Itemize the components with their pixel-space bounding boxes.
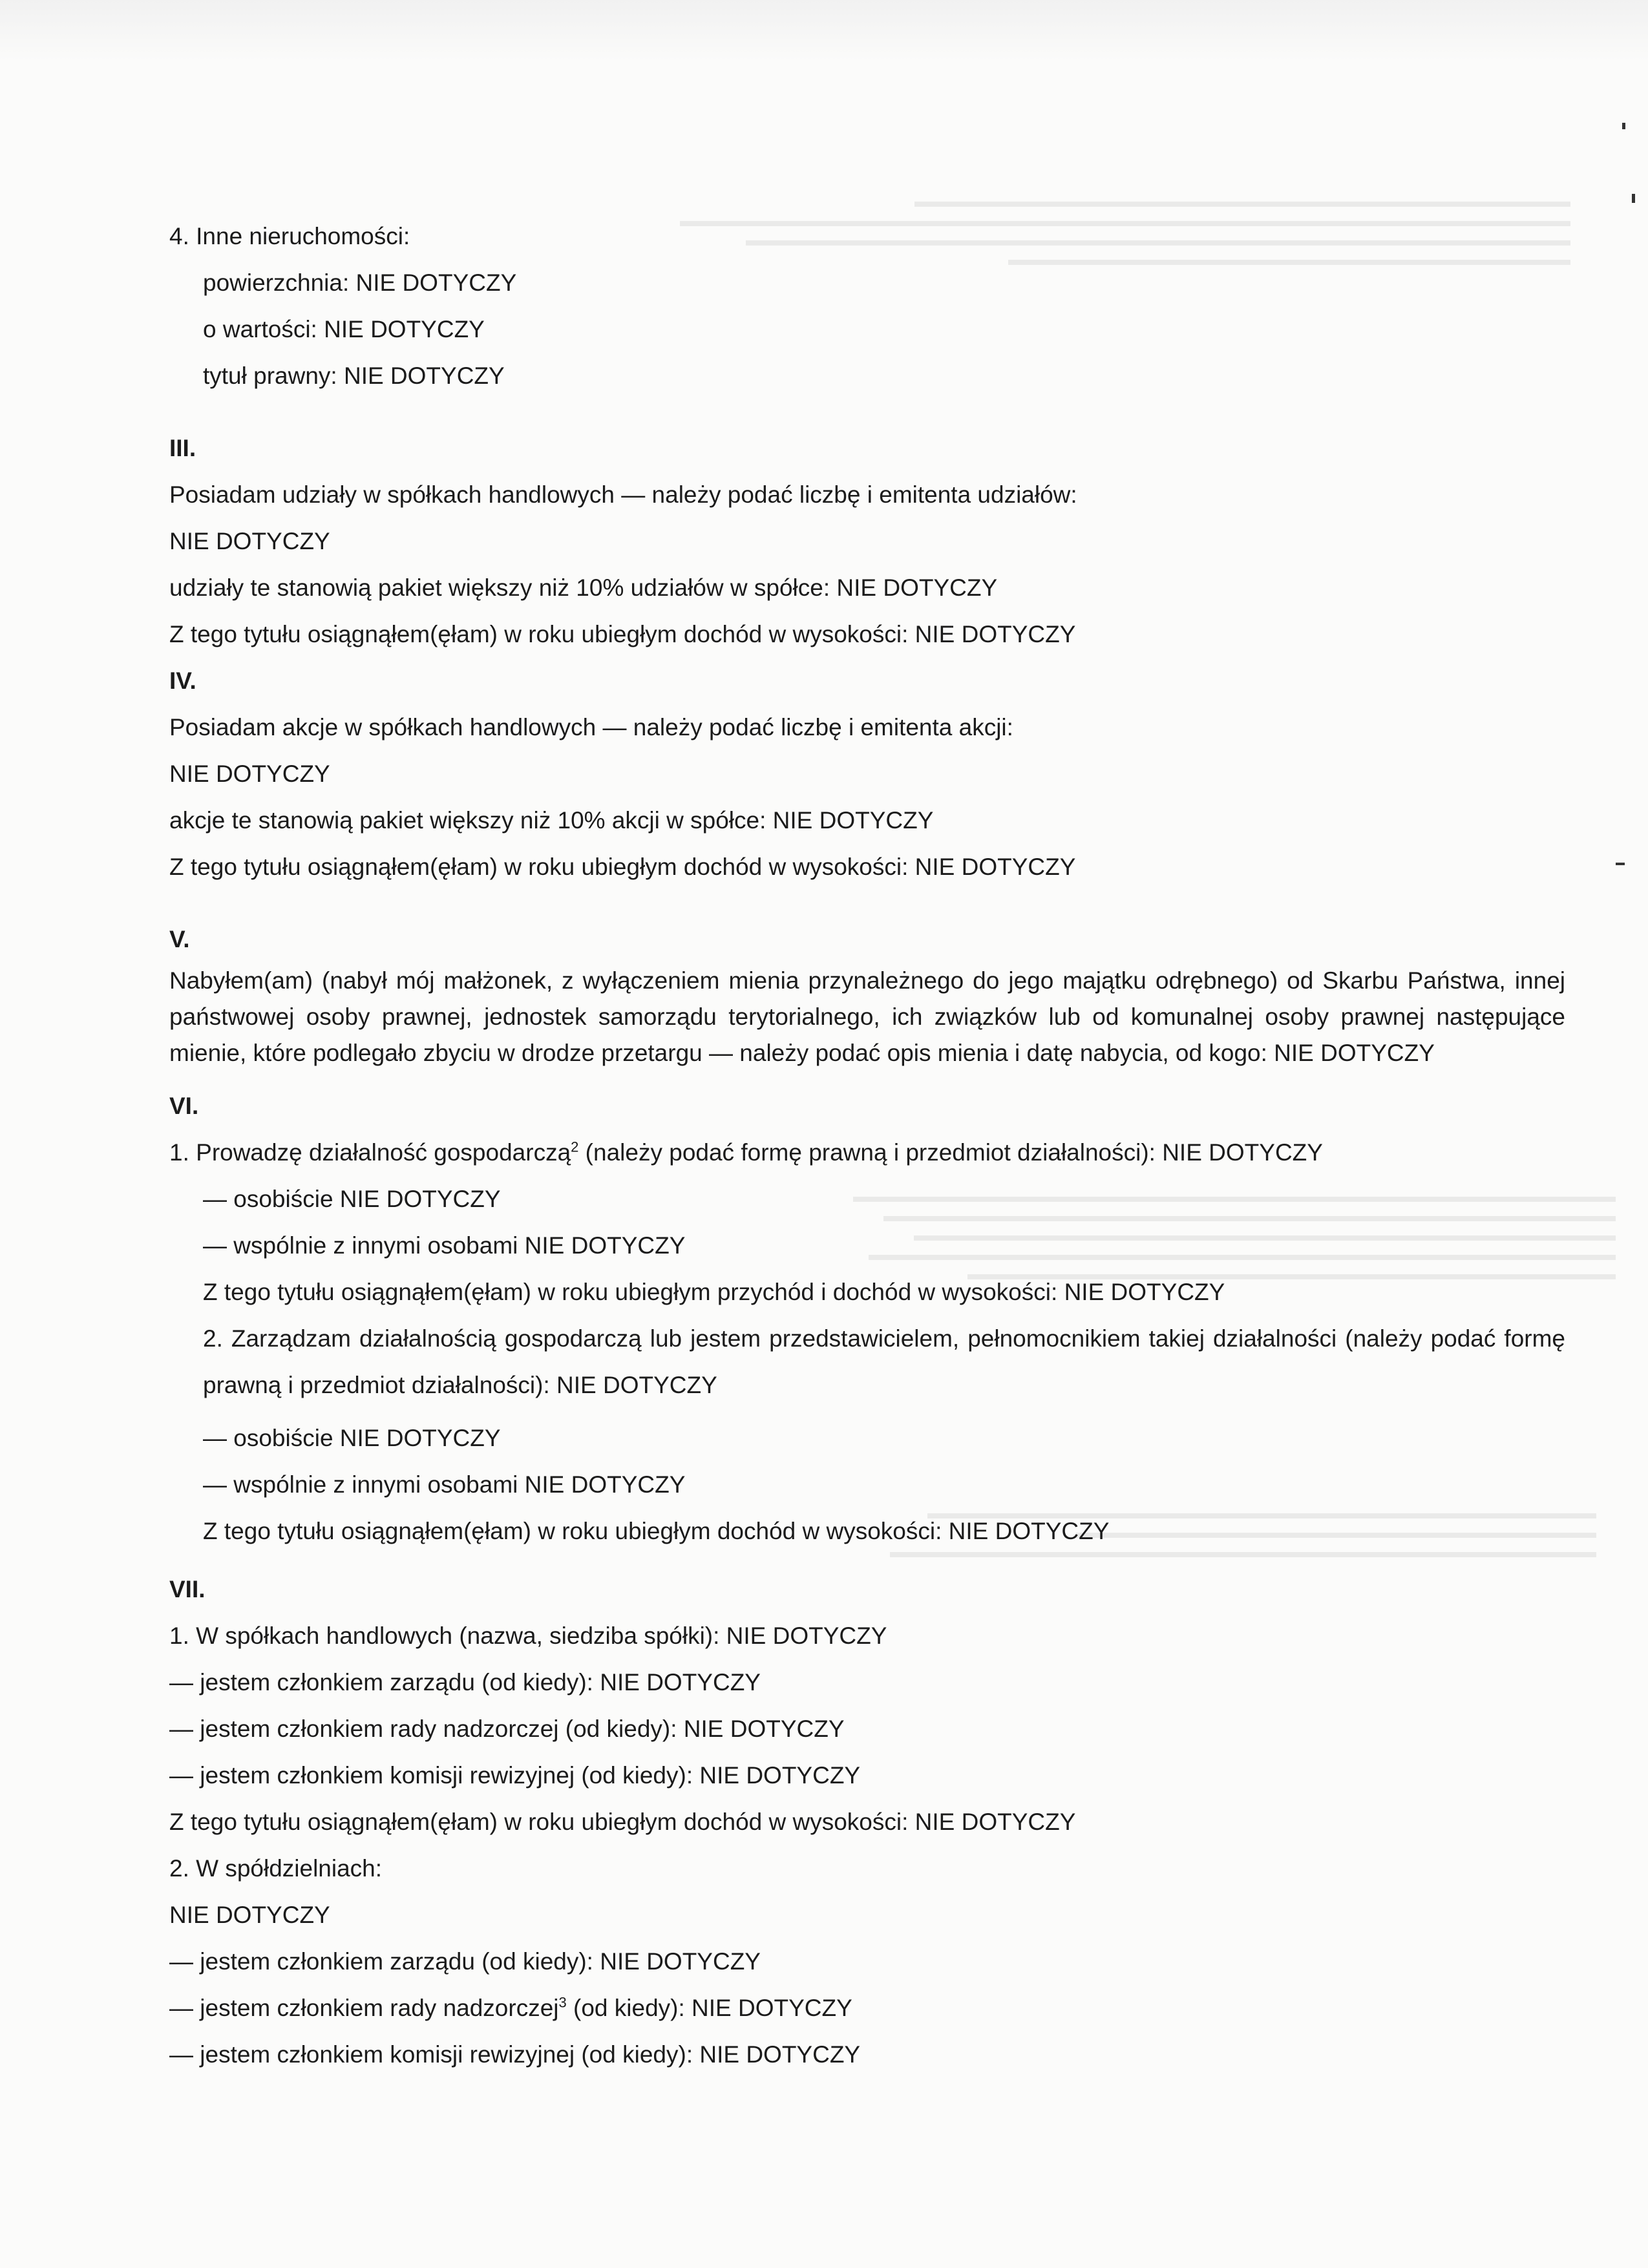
footnote-ref-3: 3: [558, 1994, 567, 2011]
other-real-estate-title: 4. Inne nieruchomości:: [169, 223, 410, 249]
section-IV-stake: akcje te stanowią pakiet większy niż 10% akcji w spółce: NIE DOTYCZY: [169, 807, 934, 834]
other-real-estate-area: powierzchnia: NIE DOTYCZY: [203, 269, 517, 296]
section-V-heading: V.: [169, 926, 190, 952]
section-VI-item1-text-cont: (należy podać formę prawną i przedmiot działalności): NIE DOTYCZY: [578, 1139, 1323, 1166]
section-III: [169, 425, 1565, 658]
declaration-content: [169, 213, 1565, 2078]
section-VII: [169, 1566, 1565, 2078]
footnote-ref-2: 2: [571, 1139, 579, 1155]
section-VI-item1-jointly: — wspólnie z innymi osobami NIE DOTYCZY: [203, 1232, 686, 1259]
section-III-stake: udziały te stanowią pakiet większy niż 10% udziałów w spółce: NIE DOTYCZY: [169, 574, 998, 601]
section-III-heading: III.: [169, 435, 196, 461]
section-VII-item1-board: — jestem członkiem zarządu (od kiedy): NIE DOTYCZY: [169, 1669, 761, 1696]
section-VII-item2-board: — jestem członkiem zarządu (od kiedy): NIE DOTYCZY: [169, 1948, 761, 1975]
section-IV-value: NIE DOTYCZY: [169, 761, 330, 787]
section-VII-item2: 2. W spółdzielniach:: [169, 1855, 383, 1882]
section-III-value: NIE DOTYCZY: [169, 528, 330, 554]
other-real-estate-value: o wartości: NIE DOTYCZY: [203, 316, 485, 342]
section-VI-item1: [169, 1129, 1565, 1176]
section-VI-heading: VI.: [169, 1093, 199, 1119]
scan-speck: [1622, 123, 1625, 129]
section-VI-item2: 2. Zarządzam działalnością gospodarczą lub jestem przedstawicielem, pełnomocnikiem takiej działalności (należy podać formę prawną i przedmiot działalności): NIE DOTYCZY: [203, 1325, 1565, 1398]
section-VII-item1-audit: — jestem członkiem komisji rewizyjnej (od kiedy): NIE DOTYCZY: [169, 1762, 861, 1789]
section-VI-item2-jointly: — wspólnie z innymi osobami NIE DOTYCZY: [203, 1471, 686, 1498]
section-VI-item1-income: Z tego tytułu osiągnąłem(ęłam) w roku ubiegłym przychód i dochód w wysokości: NIE DOTYCZY: [203, 1279, 1225, 1305]
section-IV-income: Z tego tytułu osiągnąłem(ęłam) w roku ubiegłym dochód w wysokości: NIE DOTYCZY: [169, 854, 1076, 880]
section-VII-item2-supervisory-cont: (od kiedy): NIE DOTYCZY: [566, 1995, 852, 2021]
section-VII-item1: 1. W spółkach handlowych (nazwa, siedziba spółki): NIE DOTYCZY: [169, 1622, 887, 1649]
section-V: [169, 916, 1565, 1071]
section-VI-item2-income: Z tego tytułu osiągnąłem(ęłam) w roku ubiegłym dochód w wysokości: NIE DOTYCZY: [203, 1518, 1110, 1544]
section-III-intro: Posiadam udziały w spółkach handlowych — należy podać liczbę i emitenta udziałów:: [169, 481, 1077, 508]
section-VI-item2-personally: — osobiście NIE DOTYCZY: [203, 1425, 501, 1451]
scan-speck: [1616, 863, 1625, 865]
section-VII-item2-supervisory-text: — jestem członkiem rady nadzorczej: [169, 1995, 559, 2021]
section-VII-item2-value: NIE DOTYCZY: [169, 1902, 330, 1928]
section-IV: [169, 658, 1565, 890]
section-VII-item1-income: Z tego tytułu osiągnąłem(ęłam) w roku ubiegłym dochód w wysokości: NIE DOTYCZY: [169, 1809, 1076, 1835]
section-III-income: Z tego tytułu osiągnąłem(ęłam) w roku ubiegłym dochód w wysokości: NIE DOTYCZY: [169, 621, 1076, 647]
other-real-estate-legal-title: tytuł prawny: NIE DOTYCZY: [203, 362, 505, 389]
section-VII-item1-supervisory: — jestem członkiem rady nadzorczej (od kiedy): NIE DOTYCZY: [169, 1716, 845, 1742]
section-other-real-estate: [169, 213, 1565, 399]
section-VI: [169, 1083, 1565, 1555]
section-VII-item2-supervisory: [169, 1985, 1565, 2032]
scan-top-edge: [0, 0, 1648, 61]
section-VII-item2-audit: — jestem członkiem komisji rewizyjnej (od kiedy): NIE DOTYCZY: [169, 2041, 861, 2068]
section-V-text: Nabyłem(am) (nabył mój małżonek, z wyłączeniem mienia przynależnego do jego majątku odrębnego) od Skarbu Państwa, innej państwowej osoby prawnej, jednostek samorządu terytorialnego, ich związków lub od komunalnej osoby prawnej następujące mienie, które podlegało zbyciu w drodze przetargu — należy podać opis mienia i datę nabycia, od kogo: NIE DOTYCZY: [169, 967, 1565, 1066]
section-IV-intro: Posiadam akcje w spółkach handlowych — należy podać liczbę i emitenta akcji:: [169, 714, 1013, 740]
section-VII-heading: VII.: [169, 1576, 206, 1602]
section-VI-item1-text: 1. Prowadzę działalność gospodarczą: [169, 1139, 571, 1166]
scan-speck: [1632, 194, 1635, 203]
section-VI-item1-personally: — osobiście NIE DOTYCZY: [203, 1186, 501, 1212]
section-IV-heading: IV.: [169, 667, 196, 694]
